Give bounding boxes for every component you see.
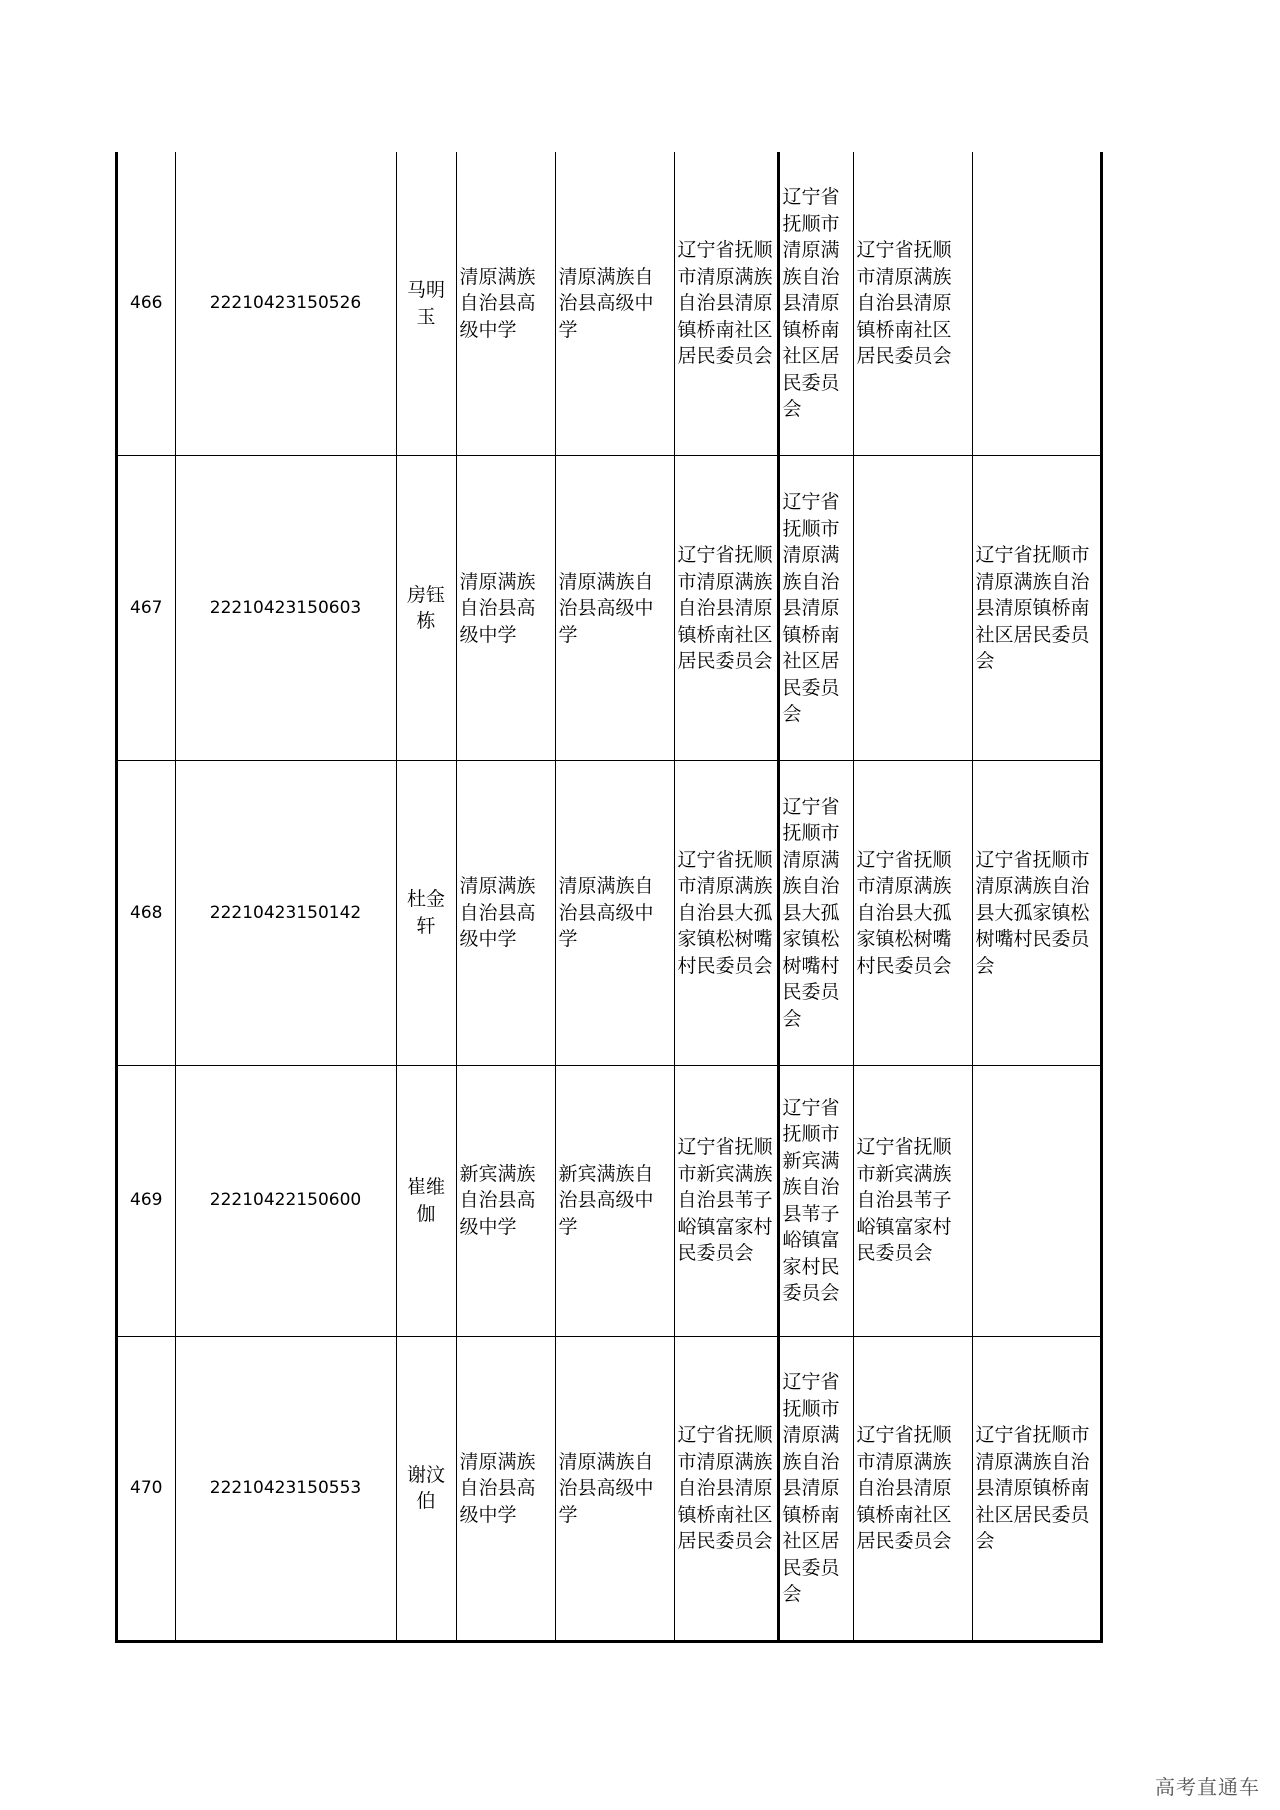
roster-table-frame [115,152,1103,1643]
school-a: 清原满族自治县高级中学 [456,761,555,1066]
table-row [118,761,1100,1066]
student-name [396,1336,456,1640]
student-name [396,456,456,761]
address-c: 辽宁省抚顺市清原满族自治县清原镇桥南社区居民委员会 [853,152,972,456]
school-b: 清原满族自治县高级中学 [555,152,674,456]
row-number: 467 [118,456,175,761]
school-b: 清原满族自治县高级中学 [555,456,674,761]
student-name-text: 崔维伽 [406,1176,445,1225]
address-b: 辽宁省抚顺市新宾满族自治县苇子峪镇富家村民委员会 [778,1065,853,1336]
row-number: 466 [118,152,175,456]
address-d: 辽宁省抚顺市清原满族自治县大孤家镇松树嘴村民委员会 [972,761,1100,1066]
table-row [118,456,1100,761]
address-a: 辽宁省抚顺市清原满族自治县清原镇桥南社区居民委员会 [674,152,778,456]
address-b: 辽宁省抚顺市清原满族自治县清原镇桥南社区居民委员会 [778,456,853,761]
address-c: 辽宁省抚顺市清原满族自治县清原镇桥南社区居民委员会 [853,1336,972,1640]
row-number: 469 [118,1065,175,1336]
student-name-text: 杜金轩 [406,888,445,937]
row-number: 470 [118,1336,175,1640]
school-b: 清原满族自治县高级中学 [555,761,674,1066]
school-b: 清原满族自治县高级中学 [555,1336,674,1640]
student-name-text: 房钰栋 [406,583,445,633]
student-name-text: 谢汶伯 [406,1463,445,1513]
address-a: 辽宁省抚顺市新宾满族自治县苇子峪镇富家村民委员会 [674,1065,778,1336]
row-number: 468 [118,761,175,1066]
table-row [118,1336,1100,1640]
school-a: 清原满族自治县高级中学 [456,1336,555,1640]
address-d: 辽宁省抚顺市清原满族自治县清原镇桥南社区居民委员会 [972,456,1100,761]
address-b: 辽宁省抚顺市清原满族自治县大孤家镇松树嘴村民委员会 [778,761,853,1066]
address-a: 辽宁省抚顺市清原满族自治县清原镇桥南社区居民委员会 [674,456,778,761]
exam-id: 22210423150603 [175,456,396,761]
address-b: 辽宁省抚顺市清原满族自治县清原镇桥南社区居民委员会 [778,152,853,456]
address-c: 辽宁省抚顺市清原满族自治县大孤家镇松树嘴村民委员会 [853,761,972,1066]
exam-id: 22210423150526 [175,152,396,456]
watermark-text: 高考直通车 [1155,1775,1260,1799]
student-name [396,761,456,1066]
school-a: 清原满族自治县高级中学 [456,456,555,761]
address-d [972,1065,1100,1336]
address-a: 辽宁省抚顺市清原满族自治县清原镇桥南社区居民委员会 [674,1336,778,1640]
exam-id: 22210422150600 [175,1065,396,1336]
student-name [396,152,456,456]
address-c [853,456,972,761]
address-a: 辽宁省抚顺市清原满族自治县大孤家镇松树嘴村民委员会 [674,761,778,1066]
address-d: 辽宁省抚顺市清原满族自治县清原镇桥南社区居民委员会 [972,1336,1100,1640]
student-name [396,1065,456,1336]
address-c: 辽宁省抚顺市新宾满族自治县苇子峪镇富家村民委员会 [853,1065,972,1336]
table-row [118,1065,1100,1336]
school-b: 新宾满族自治县高级中学 [555,1065,674,1336]
school-a: 清原满族自治县高级中学 [456,152,555,456]
exam-id: 22210423150553 [175,1336,396,1640]
table-row [118,152,1100,456]
roster-table [118,152,1100,1640]
address-b: 辽宁省抚顺市清原满族自治县清原镇桥南社区居民委员会 [778,1336,853,1640]
student-name-text: 马明玉 [406,279,445,328]
school-a: 新宾满族自治县高级中学 [456,1065,555,1336]
address-d [972,152,1100,456]
exam-id: 22210423150142 [175,761,396,1066]
